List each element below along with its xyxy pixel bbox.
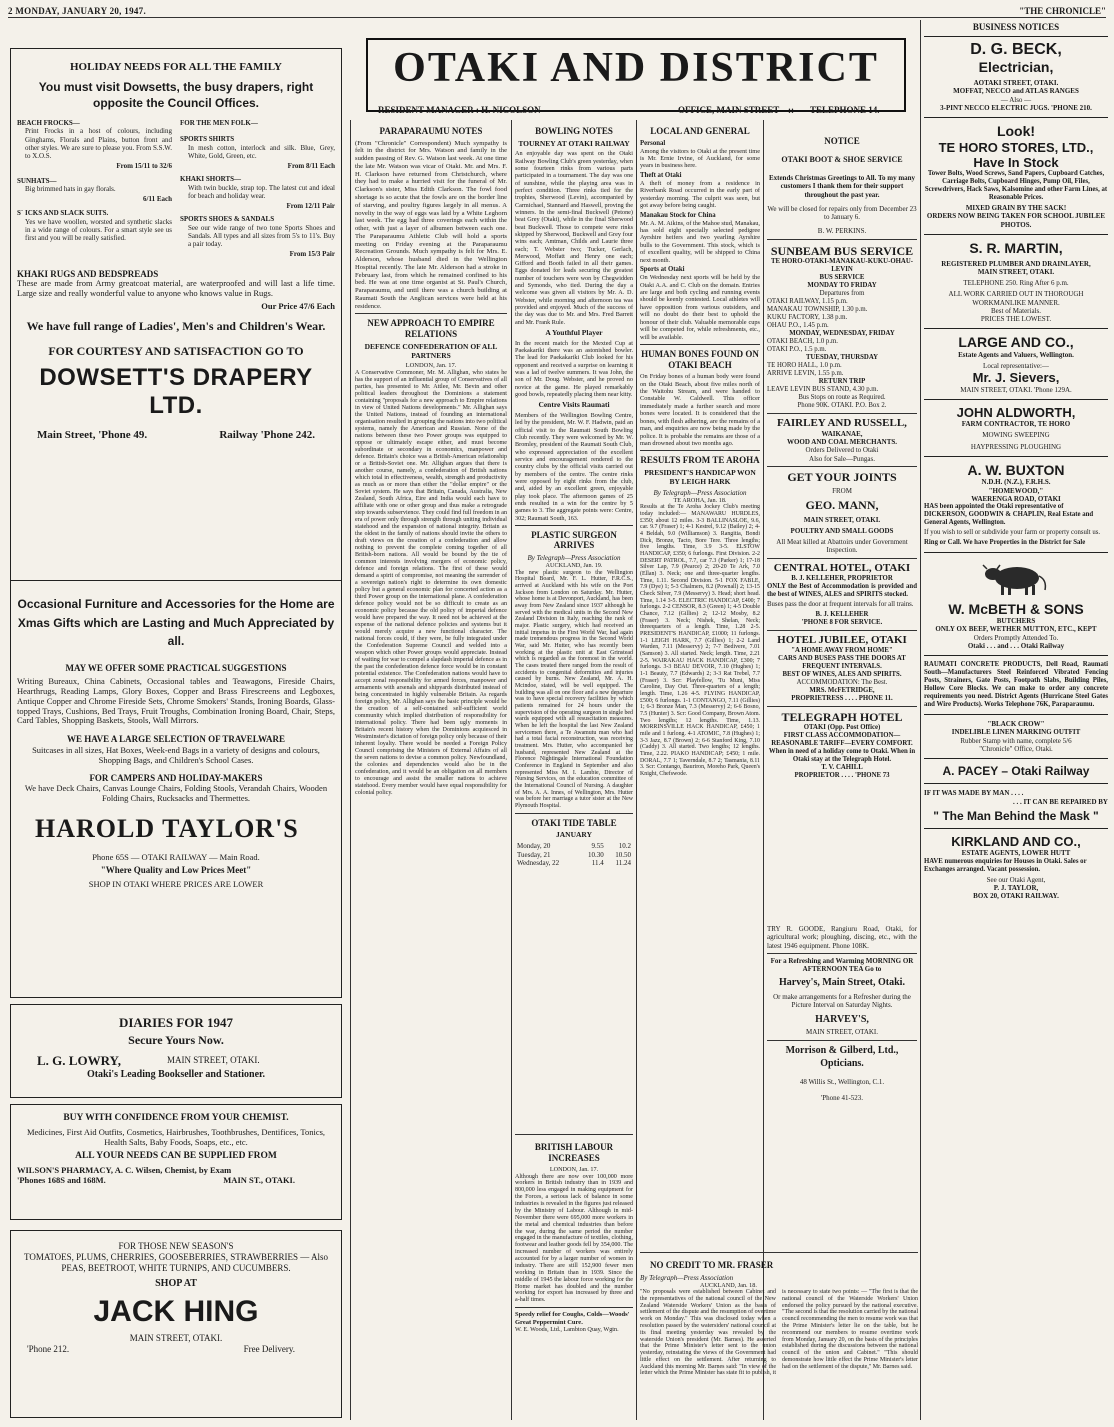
lowry-addr: MAIN STREET, OTAKI. <box>167 1055 260 1066</box>
socks-text: Yes we have woollen, worsted and synthetic slacks in a wide range of colours. For a smart style see us first and you will be really satisfied. <box>25 217 172 243</box>
mask-title: " The Man Behind the Mask " <box>933 808 1099 823</box>
sunbeam-row: OTAKI BEACH, 1.0 p.m. <box>767 337 839 345</box>
mask-ad <box>924 789 1108 823</box>
blackcrow-text: Rubber Stamp with name, complete 5/6 <box>960 736 1072 745</box>
pacey-name: A. PACEY – Otaki Railway <box>942 764 1090 779</box>
tide-cell: Monday, 20 <box>517 842 551 851</box>
fraser-article <box>640 1256 918 1421</box>
sunbeam-row: TUESDAY, THURSDAY <box>805 353 879 361</box>
harveys-title: Harvey's, Main Street, Otaki. <box>779 977 905 989</box>
hing-delivery: Free Delivery. <box>243 1343 295 1354</box>
masthead-banner <box>366 38 906 115</box>
aroha-byline: By Telegraph—Press Association <box>653 488 747 497</box>
telegraph-sub: OTAKI (Opp. Post Office) <box>803 723 881 731</box>
column-notices-lower <box>767 925 917 1250</box>
tide-table <box>515 842 633 867</box>
morrison-sub: Opticians. <box>820 1058 864 1070</box>
kirkland-agent: P. J. TAYLOR, <box>993 883 1039 892</box>
mask-line1: IF IT WAS MADE BY MAN . . . . <box>924 789 1024 798</box>
rugs-price: Our Price 47/6 Each <box>261 300 335 311</box>
jubilee-cars: CARS AND BUSES PASS THE DOORS AT FREQUENT INTERVALS. <box>778 654 906 670</box>
mann-goods: POULTRY AND SMALL GOODS <box>790 526 894 535</box>
shirts-text: In mesh cotton, interlock and silk. Blue, Grey, White, Gold, Green, etc. <box>188 143 335 160</box>
martin-name: S. R. MARTIN, <box>969 239 1063 256</box>
tide-cell: 10.30 <box>588 850 604 859</box>
tide-cell: Wednesday, 22 <box>517 858 560 867</box>
beck-also: — Also — <box>1000 95 1032 104</box>
large-trade: Estate Agents and Valuers, Wellington. <box>958 350 1074 359</box>
youth-text: In the recent match for the Mexted Cup at Paekakariki there was an astonished bowler. The lead for Paekakariki Club looked for his opponent and received a surprise on learning it was a lad of twelve summers. It was John, the son of Mr. Doug. Webster, and he proved no novice at the game. He played remarkably good bowls, repeatedly placing them near kitty. <box>515 339 633 398</box>
martin-work: ALL WORK CARRIED OUT IN THOROUGH WORKMANLIKE MANNER. <box>948 290 1084 307</box>
large-name: LARGE AND CO., <box>958 334 1074 351</box>
buxton-ring: Ring or Call. We have Properties in the District for Sale <box>924 539 1086 547</box>
sunbeam-row: KUKU FACTORY, 1.38 p.m. <box>767 313 848 321</box>
aroha-sub: PRESIDENT'S HANDICAP WON BY LEIGH HARK <box>644 468 756 486</box>
column-paraparaumu <box>355 122 507 1420</box>
large-addr: MAIN STREET, OTAKI. 'Phone 129A. <box>960 385 1072 394</box>
notice-name: B. W. PERKINS. <box>817 227 867 236</box>
dowsett-lead: You must visit Dowsetts, the busy drapers, right opposite the Council Offices. <box>38 79 314 110</box>
martin-ad <box>924 240 1108 323</box>
tide-cell: 10.2 <box>618 842 631 851</box>
dowsett-title: HOLIDAY NEEDS FOR ALL THE FAMILY <box>69 61 282 73</box>
blackcrow-ad <box>924 720 1108 753</box>
aldworth-work1: MOWING SWEEPING <box>982 431 1050 440</box>
tide-cell: 10.50 <box>615 850 631 859</box>
lowry-title: DIARIES FOR 1947 <box>118 1015 234 1030</box>
shorts-head: KHAKI SHORTS— <box>180 175 242 184</box>
aldworth-trade: FARM CONTRACTOR, TE HORO <box>961 420 1071 429</box>
sunbeam-row: TE HORO HALL, 1.0 p.m. <box>767 361 842 369</box>
notice-title: NOTICE <box>824 136 860 146</box>
resident-manager: RESIDENT MANAGER : H. NICOLSON <box>378 105 541 115</box>
tide-cell: 11.4 <box>591 858 604 867</box>
sports-head: Sports at Otaki <box>640 266 685 274</box>
central-sign: B. J. KELLEHER <box>815 610 869 618</box>
buxton-quals: N.D.H. (N.Z.), F.R.H.S. <box>981 478 1051 487</box>
mann-killed: All Meat killed at Abattoirs under Government Inspection. <box>776 538 908 555</box>
rugs-head: KHAKI RUGS AND BEDSPREADS <box>17 268 159 279</box>
hing-addr: MAIN STREET, OTAKI. <box>129 1333 223 1344</box>
tehoro-have: Have In Stock <box>973 154 1059 170</box>
tide-row <box>515 842 633 850</box>
fairley-sale: Also for Sale—Pungas. <box>809 454 875 463</box>
beck-agents: MOFFAT, NECCO and ATLAS RANGES <box>953 87 1079 96</box>
pacey-ad <box>924 764 1108 778</box>
shirts-price: From 8/11 Each <box>287 162 335 171</box>
sunbeam-row: MONDAY, WEDNESDAY, FRIDAY <box>789 329 895 337</box>
rugs-text: These are made from Army greatcoat material, are waterproofed and will last a life time. Large size and really wonderful value to anyone who knows value in Rugs. <box>17 278 335 299</box>
blackcrow-sub: INDELIBLE LINEN MARKING OUTFIT <box>951 728 1081 737</box>
sunbeam-days: MONDAY TO FRIDAY <box>807 281 877 289</box>
hing-phone: 'Phone 212. <box>27 1343 70 1354</box>
theft-head: Theft at Otaki <box>640 171 682 179</box>
labour-title: BRITISH LABOUR INCREASES <box>534 1142 614 1163</box>
sunbeam-stops: Bus Stops on route as Required. <box>798 393 886 401</box>
centre-text: Members of the Wellington Bowling Centre, led by the president, Mr. W. F. Hadwin, paid an official visit to the Raumati South Bowling Club recently. They were welcomed by Mr. W. Bromley, president of the Raumati South Club, who expressed appreciation of the excellent service and encouragement rendered to the country clubs by the official visits carried out by members of the centre. The centre rinks were opposed by eight rinks from the club, and, aided by an excellent green, enjoyable play took place. The afternoon games of 25 ends resulted in a win for the centre by 5 games to 3. The aggregate points were: Centre, 302; Raumati South, 163. <box>515 412 633 522</box>
empire-dateline: LONDON, Jan. 17. <box>405 362 457 370</box>
beach-price: From 15/11 to 32/6 <box>116 162 172 171</box>
kirkland-trade: ESTATE AGENTS, LOWER HUTT <box>961 849 1071 858</box>
wilson-needs: ALL YOUR NEEDS CAN BE SUPPLIED FROM <box>75 1151 277 1162</box>
lowry-sub: Secure Yours Now. <box>128 1033 224 1048</box>
stock-text: Mr. A. M. Aikins, of the Mahoe stud, Manakau, has sold eight specially selected pedigree Ayrshire heifers and two yearling Ayrshire bulls to the Government. This stock, which is of excellent quality, will be shipped to China next month. <box>640 219 760 264</box>
shorts-text: With twin buckle, strap top. The latest cut and ideal for beach and holiday wear. <box>188 183 335 200</box>
central-buses: Buses pass the door at frequent intervals for all trains. <box>767 600 914 608</box>
tide-cell: Tuesday, 21 <box>517 850 551 859</box>
camp-text: We have Deck Chairs, Canvas Lounge Chairs, Folding Stools, Verandah Chairs, Wooden Folding Chairs, Rucksacks and Thermettes. <box>24 783 328 804</box>
bowling-title: BOWLING NOTES <box>535 126 613 136</box>
morrison-title: Morrison & Gilberd, Ltd., <box>785 1044 899 1056</box>
centre-head: Centre Visits Raumati <box>538 400 610 410</box>
local-title: LOCAL AND GENERAL <box>650 126 750 136</box>
shoes-head: SPORTS SHOES & SANDALS <box>180 215 275 224</box>
sunbeam-row: OHAU P.O., 1.45 p.m. <box>767 321 829 329</box>
jubilee-owner: MRS. McFETRIDGE, <box>809 686 875 694</box>
lowry-name: L. G. LOWRY, <box>37 1053 121 1069</box>
central-owner: B. J. KELLEHER, PROPRIETOR <box>791 574 893 582</box>
tide-cell: 11.24 <box>615 858 631 867</box>
bones-title: HUMAN BONES FOUND ON OTAKI BEACH <box>641 348 759 370</box>
page-header <box>8 6 1106 18</box>
bowling-sub: TOURNEY AT OTAKI RAILWAY <box>518 138 630 148</box>
taylor-lead: Occasional Furniture and Accessories for the Home are Xmas Gifts which are Lasting and Much Appreciated by all. <box>17 597 335 649</box>
kirkland-text: HAVE numerous enquiries for Houses in Otaki. Sales or Exchanges arranged. Vacant possession. <box>924 857 1087 873</box>
tehoro-look: Look! <box>996 123 1036 139</box>
kirkland-name: KIRKLAND AND CO., <box>951 833 1081 849</box>
sunbeam-row: OTAKI P.O., 1.5 p.m. <box>767 345 827 353</box>
beck-addr: AOTAKI STREET, OTAKI. <box>973 79 1059 87</box>
telegraph-accom: FIRST CLASS ACCOMMODATION— REASONABLE TARIFF—EVERY COMFORT. <box>771 731 913 747</box>
jubilee-best: BEST OF WINES, ALES AND SPIRITS. <box>782 670 902 678</box>
column-rule <box>511 120 512 1420</box>
central-phone: 'PHONE 8 FOR SERVICE. <box>801 618 883 626</box>
morrison-phone: 'Phone 41-523. <box>820 1094 864 1103</box>
tehoro-grain: MIXED GRAIN BY THE SACK! <box>965 204 1067 213</box>
fraser-text: "No proposals were established between Cabinet and the representatives of the national council of the New Zealand Waterside Workers' Union as the basis of settlement of the dispute and the resumption of overtime work on Monday." This was disclosed today when a resolution passed by the watersiders' national council at its final meeting yesterday was revealed by the waterside Union's president (Mr. Barnes). He asserted that the Prime Minister's letter sent to the union yesterday, reinstating the views of the Government had little effect on the settlement. After returning to Auckland this morning Mr. Barnes said: "In view of the letter which the Prime Minister has state fit to publish, it is necessary to state two points: — "The first is that the national council of the Waterside Workers' Union endorsed the policy pursued by the national executive. "The second is that the resolution carried by the national council recommending the men to resume work was that the Prime Minister's letter lie on the table, but he recommend our members to resume overtime work from Monday, January 20, on the basis of the principles established during the discussions between the national council of the union and Cabinet." "This should demonstrate how little effect the Prime Minister's letter had on the settlement of the dispute," Mr. Barnes said. <box>640 1289 918 1377</box>
mcbeth-orders: Orders Promptly Attended To. <box>973 633 1059 642</box>
tehoro-ad <box>924 123 1108 229</box>
tide-cell: 9.55 <box>591 842 604 851</box>
dowsett-store: DOWSETT'S DRAPERY LTD. <box>39 363 313 420</box>
travel-head: WE HAVE A LARGE SELECTION OF TRAVELWARE <box>67 734 285 745</box>
sunhats-text: Big brimmed hats in gay florals. <box>25 184 116 193</box>
large-ad <box>924 334 1108 394</box>
personal-head: Personal <box>640 139 666 147</box>
fairley-trade: WOOD AND COAL MERCHANTS. <box>786 438 898 447</box>
surgeon-byline: By Telegraph—Press Association <box>527 554 621 563</box>
empire-text: A Conservative Commoner, Mr. M. Allighan, who states he has the support of an influential group of Conservatives of all parties, has presented to Mr. Attlee, Mr. Bevin and other political leaders throughout the Dominions a statement containing "proposals for a new approach to Empire relations in view of United Nations developments." Mr. Allighan says the United Nations, instead of founding an international organisation resulted in grouping the nations into two political systems, namely the American and Russian. None of the nations between these two Power groups was equipped to oppose or ultimately escape either, and must become subordinate or secondary in economics, manpower and defence. Britain's choice was a British-American relationship or a British-Soviet one. Mr. Allighan argues that there is another course, namely, a confederation of British nations which total in effectiveness, wealth, strength and productivity as much as or more than either the "dollar empire" or the Soviet system. He says that Britain, Canada, Australia, New Zealand, South Africa, Eire and India would each have to affiliate with one or other group and thus make a retrograde step towards subservience. They could find full freedom in an era of power only through strength through uniting individual statehood and the expansion of national integrity. Britain as the oldest in the family of nations should invite the others to draft views on the creation of a confederation and allow nothing to prevent the complete coming together of all British-born nations. All would be bound by the tie of common interests involving mergers of economic policy, defence and foreign relations. The first of these would demand a spirit of compromise, not meaning the surrender of a sovereign nation's right to determine its own domestic policy but a general economic plan for concerted action as a third Power group on the international plane. A confederation defence policy would not be so difficult to create as an economic policy because the old policy of imperial defence would have prepared the way. It need not be achieved at the expense of the national defence policies and systems but it would merely acquire a new functional character. The national forces could, if they were, be fully integrated under the Confederation Supreme Council and welded into a weapon which other Power groups would appreciate. Instead of waiting for war to compel a slapdash imperial defence as in the past the confederation defence force would be in constant potential existence. The Confederation nations would have to accept zonal responsibility for armed forces, manpower and armaments with arsenals and shipyards distributed instead of being concentrated in highly vulnerable Britain. As regards foreign policy, Mr. Allighan says the basic principle would be the creation of a self-contained self-sufficient world community which implied distribution of responsibility for international policy. There had been ugly moments in Britain's recent history when the Dominions acquiesced in Westminster's dictation of foreign policy only because of their inherent loyalty. There would be needed a Foreign Policy Council comprising the Ministers of External Affairs of all the seven nations to devise a common policy. Newfoundland, the colonies and dependencies would also be in the confederation, and it would be an obligation on all members to encourage and assist the smaller nations to achieve statehood. Every member would have equal responsibility for colonial policy. <box>355 370 507 797</box>
tide-row <box>515 859 633 867</box>
dowsett-addr1: Main Street, 'Phone 49. <box>37 428 148 441</box>
bones-text: On Friday bones of a human body were found on the Otaki Beach, about five miles north of the Waitohu Stream, and were handed to Constable W. Caldwell. This officer immediately made a further search and more bones were located. It is considered that the bones, with flesh adhering, are the remains of a man, and enquiries are now being made by the police. It is probable the remains are those of a man drowned about two months ago. <box>640 373 760 447</box>
fairley-town: WAIKANAE, <box>821 429 863 438</box>
martin-phone: TELEPHONE 250. Ring After 6 p.m. <box>963 279 1069 287</box>
labour-article <box>515 1138 633 1418</box>
beck-ad <box>924 41 1108 112</box>
sunbeam-row: ARRIVE LEVIN, 1.55 p.m. <box>767 369 844 377</box>
blackcrow-title: "BLACK CROW" <box>987 720 1045 729</box>
men-head: FOR THE MEN FOLK— <box>180 119 258 128</box>
aldworth-ad <box>924 405 1108 451</box>
telegraph-owner: T. V. CAHILL <box>821 763 863 771</box>
mann-title: GET YOUR JOINTS <box>787 469 897 484</box>
surgeon-dateline: AUCKLAND, Jan. 19. <box>545 562 603 570</box>
notice-closed: We will be closed for repairs only from December 23 to January 6. <box>767 204 917 222</box>
wilson-phones: 'Phones 168S and 168M. <box>17 1175 106 1186</box>
mann-addr: MAIN STREET, OTAKI. <box>803 515 881 524</box>
lowry-tag: Otaki's Leading Bookseller and Stationer. <box>86 1069 266 1081</box>
paraparaumu-title: PARAPARAUMU NOTES <box>379 126 483 136</box>
travel-text: Suitcases in all sizes, Hat Boxes, Week-end Bags in a variety of designs and colours, Shopping Bags, and Children's School Cases. <box>32 744 320 765</box>
wilson-title: BUY WITH CONFIDENCE FROM YOUR CHEMIST. <box>63 1113 289 1123</box>
buxton-text: HAS been appointed the Otaki representative of DICKERSON, GOODWIN & CHAPLIN, Real Estate and General Agents, Wellington. <box>924 503 1094 527</box>
aldworth-work2: HAYPRESSING PLOUGHING <box>970 442 1062 451</box>
martin-mat: Best of Materials. <box>991 306 1041 315</box>
camp-head: FOR CAMPERS AND HOLIDAY-MAKERS <box>89 772 263 783</box>
shirts-head: SPORTS SHIRTS <box>180 135 235 144</box>
sunbeam-title: SUNBEAM BUS SERVICE <box>770 243 914 258</box>
wilson-name: WILSON'S PHARMACY, A. C. Wilsen, Chemist, by Exam <box>17 1165 232 1176</box>
dowsett-range: We have full range of Ladies', Men's and Children's Wear. <box>26 318 326 333</box>
telephone: TELEPHONE 14. <box>810 105 880 115</box>
fairley-title: FAIRLEY AND RUSSELL, <box>777 417 907 429</box>
beck-name: D. G. BECK, <box>970 40 1062 58</box>
empire-sub: DEFENCE CONFEDERATION OF ALL PARTNERS <box>364 341 498 360</box>
tide-month: JANUARY <box>556 830 592 840</box>
meta-separator: :: <box>788 105 794 115</box>
labour-dateline: LONDON, Jan. 17. <box>549 1166 599 1174</box>
personal-text: Among the visitors to Otaki at the present time is Mr. Ernie Irvine, of Auckland, for some years in business here. <box>640 147 760 170</box>
business-notices <box>924 22 1108 1422</box>
taylor-motto: "Where Quality and Low Prices Meet" <box>100 865 252 876</box>
sunbeam-route: TE HORO-OTAKI-MANAKAU-KUKU-OHAU-LEVIN <box>770 257 914 273</box>
sports-text: On Wednesday next sports will be held by the Otaki A.A. and C. Club on the domain. Entries are large and both cycling and running events should be keenly contested. Local athletes will have opposition from various outsiders, and will no doubt do their best to uphold the honour of their club. Valuable memorable cups will be competed for, while refreshments, etc., will be available. <box>640 274 760 341</box>
wilson-text: Medicines, First Aid Outfits, Cosmetics, Hairbrushes, Toothbrushes, Dentifices, Tonics, Health Salts, Baby Foods, Soaps, etc., etc. <box>26 1127 326 1148</box>
mcbeth-ad <box>924 558 1108 650</box>
beck-trade: Electrician, <box>978 59 1054 76</box>
surgeon-title: PLASTIC SURGEON ARRIVES <box>531 529 617 551</box>
aroha-dateline: TE AROHA, Jan. 18. <box>673 496 727 504</box>
empire-title: NEW APPROACH TO EMPIRE RELATIONS <box>367 318 495 340</box>
aroha-title: RESULTS FROM TE AROHA <box>640 455 760 466</box>
sunbeam-service: BUS SERVICE <box>819 273 865 281</box>
taylor-ad <box>10 580 342 998</box>
kirkland-ad <box>924 834 1108 900</box>
sunbeam-timetable <box>767 298 917 394</box>
section-rule <box>515 1134 633 1135</box>
suggest-head: MAY WE OFFER SOME PRACTICAL SUGGESTIONS <box>65 662 287 673</box>
paper-name: "THE CHRONICLE" <box>1019 6 1106 16</box>
mcbeth-trade: BUTCHERS <box>996 617 1036 626</box>
kirkland-see: See our Otaki Agent, <box>986 875 1046 884</box>
column-rule <box>350 120 351 1420</box>
sunbeam-row: MANAKAU TOWNSHIP, 1.30 p.m. <box>767 305 868 313</box>
jubilee-tag: "A HOME AWAY FROM HOME" <box>791 646 893 654</box>
taylor-shop: SHOP IN OTAKI WHERE PRICES ARE LOWER <box>88 878 264 889</box>
fairley-orders: Orders Delivered to Otaki <box>805 446 879 455</box>
paraparaumu-text: (From "Chronicle" Correspondent) Much sympathy is felt in the district for Mrs. Watson and family in the sudden passing of Rev. G. Watson last week. At one time the late Mr. Watson was vicar of Otaki. Mr. and Mrs. F. H. Clarkson have returned from Christchurch, where they had to make a hurried visit for the funeral of Mr. Clarkson's sister, Miss Edith Clarkson. The fowl food shortage is so acute that the fowls are on the border line of starving, and poultry figures largely in all menus. A novelty in the way of eggs was laid by a White Leghorn last week. The egg had three coverings each within the other, with just a layer of albumen between each one. The Paraparaumu Athletic Club will hold a sports meeting on Friday evening at the Paraparaumu Recreation Grounds. Much sympathy is felt for Mrs. E. Alderson, whose husband died in the Wellington Hospital recently. The late Mr. Alderson had a stroke in February last, from which he remained confined to his bed. He was at one time organist at St. Paul's Church, Paraparaumu, and until there was a church building at Raumati South the Anglican services were held at his residence. <box>355 139 507 310</box>
column-rule <box>763 120 764 1420</box>
shoes-text: See our wide range of two tone Sports Shoes and Sandals. All types and all sizes from 5's to 11's. Buy a pair today. <box>188 223 335 249</box>
lowry-ad <box>10 1004 342 1098</box>
woods-text: Speedy relief for Coughs, Colds—Woods' Great Peppermint Cure. <box>515 1311 630 1326</box>
hing-items: TOMATOES, PLUMS, CHERRIES, GOOSEBERRIES, STRAWBERRIES — Also PEAS, BEETROOT, WHITE TURNIPS, AND CUCUMBERS. <box>24 1251 328 1273</box>
goode-text: TRY R. GOODE, Rangiuru Road, Otaki, for agricultural work; ploughing, discing, etc., with the latest 1946 equipment. Phone 108K. <box>767 925 917 950</box>
socks-head: S´ ICKS AND SLACK SUITS. <box>17 209 109 218</box>
beach-text: Print Frocks in a host of colours, including Ginghams, Florals and Plains, button front and other styles. We are sure to please you. From S.S.W. to X.O.S. <box>25 127 172 161</box>
harveys-text: Or make arrangements for a Refresher during the Picture Interval on Saturday Nights. <box>773 993 911 1010</box>
column-rule <box>920 20 921 1420</box>
tehoro-orders: ORDERS NOW BEING TAKEN FOR SCHOOL JUBILEE PHOTOS. <box>926 212 1106 229</box>
youth-head: A Youthful Player <box>545 327 603 337</box>
column-local <box>640 122 760 1420</box>
masthead-title: OTAKI AND DISTRICT <box>393 45 879 91</box>
buxton-addr: WAERENGA ROAD, OTAKI <box>971 494 1061 503</box>
jubilee-title: HOTEL JUBILEE, OTAKI <box>777 633 907 646</box>
sunhats-price: 6/11 Each <box>143 195 172 204</box>
dowsett-courtesy: FOR COURTESY AND SATISFACTION GO TO <box>48 343 304 358</box>
sunhats-head: SUNHATS— <box>17 176 57 185</box>
taylor-store: HAROLD TAYLOR'S <box>35 813 299 843</box>
kirkland-box: BOX 20, OTAKI RAILWAY. <box>973 892 1059 901</box>
labour-text: Although there are now over 100,000 more workers in British industry than in 1939 and 800,000 less engaged in making equipment for the Forces, a serious lack of balance in some industries is revealed in the figures just released by the Ministry of Labour. Although in mid-November there were 695,000 more workers in the metal and chemical industries than before the war, during the same period the number engaged in the manufacture of textiles, clothing, footwear and leather goods fell by 354,000. The increased number of workers was entirely accounted for by a larger number of women in industry. There are still 152,900 fewer men working in Britain than in 1939. Since the middle of 1945 the labour force working for the Home market has doubled and the number working for export has increased by three and a-half times. <box>515 1173 633 1304</box>
theft-text: A theft of money from a residence in Riverbank Road occurred in the early part of yesterday morning. The culprit was seen, but got away before being caught. <box>640 179 760 210</box>
sunbeam-row: LEAVE LEVIN BUS STAND, 4.30 p.m. <box>767 385 879 393</box>
blackcrow-office: "Chronicle" Office, Otaki. <box>979 744 1053 753</box>
taylor-phone: Phone 65S — OTAKI RAILWAY — Main Road. <box>92 852 260 863</box>
harveys-lead: For a Refreshing and Warming MORNING OR AFTERNOON TEA Go to <box>770 956 914 973</box>
tide-row <box>515 851 633 859</box>
fraser-dateline: AUCKLAND, Jan. 18. <box>700 1281 757 1289</box>
column-rule <box>636 120 637 1420</box>
beck-jugs: 3-PINT NECCO ELECTRIC JUGS. 'PHONE 210. <box>940 103 1092 112</box>
beach-head: BEACH FROCKS— <box>17 119 80 128</box>
shorts-price: From 12/11 Pair <box>286 202 335 211</box>
mann-from: FROM <box>832 487 852 496</box>
tide-title: OTAKI TIDE TABLE <box>531 817 617 828</box>
section-rule <box>640 1252 918 1253</box>
large-local: Local representative:— <box>983 362 1049 371</box>
woods-maker: W. E. Woods, Ltd., Lambton Quay, Wgtn. <box>515 1326 619 1334</box>
sunbeam-departures: Departures from <box>819 289 865 297</box>
large-rep: Mr. J. Sievers, <box>972 370 1060 386</box>
telegraph-title: TELEGRAPH HOTEL <box>781 709 903 724</box>
fraser-byline: By Telegraph—Press Association <box>640 1273 734 1282</box>
column-notices <box>767 122 917 917</box>
stock-head: Manakau Stock for China <box>640 211 716 219</box>
mask-line2: . . . IT CAN BE REPAIRED BY <box>1012 797 1108 806</box>
jubilee-accom: ACCOMMODATION: The Best. <box>796 678 888 686</box>
shoes-price: From 15/3 Pair <box>289 250 335 259</box>
hing-lead: FOR THOSE NEW SEASON'S <box>118 1241 234 1251</box>
morrison-addr: 48 Willis St., Wellington, C.1. <box>799 1078 885 1087</box>
harveys-name: HARVEY'S, <box>815 1013 869 1025</box>
tehoro-name: TE HORO STORES, LTD., <box>938 139 1094 155</box>
martin-trade: REGISTERED PLUMBER AND DRAINLAYER, <box>941 259 1091 268</box>
page-date-line: 2 MONDAY, JANUARY 20, 1947. <box>8 6 147 16</box>
surgeon-text: The new plastic surgeon to the Wellington Hospital Board, Mr. F. L. Hutter, F.R.C.S., arrived at Auckland with his wife on the Port Jackson from London on Saturday. Mr. Hutter, whose home is at Devonport, Auckland, has been away from New Zealand since 1937 although he served with the medical units in the Second New Zealand Division in Italy, reaching the rank of major. Plastic surgery, which had received an initial impetus in the First World War, had again made tremendous progress in the Second World War, said Mr. Hutter, who has recently been working at the plastic unit at East Grinstead which is regarded as the foremost in the world. The cases treated there ranged from the result of accidents to congenital deformities and injuries caused by burns. New Zealand, Mr. A. H. Mcindoe, stated, will be well equipped. The building was all on one floor and a new departure was to have special recovery facilities by which patients remained for 24 hours under the supervision of the operating surgeon in single bed wards equipped with all resuscitation measures. When he left the hospital the last New Zealand servicemen there, a Te Awamutu man who had had a total facial reconstruction, was receiving treatment. Mrs. Hutter, who accompanied her husband, represented New Zealand at the Florence Nightingale International Foundation Conference in England in September and also represented Miss M. I. Lambie, Director of Nursing Services, on the education committee of the International Council of Nursing. A daughter of Mrs. A. A. Innes, of Wellington, Mrs. Hutter was before her marriage a tutor sister at the New Plymouth Hospital. <box>515 569 633 810</box>
notice-greet: Extends Christmas Greetings to All. To my many customers I thank them for their support throughout the past year. <box>768 174 916 199</box>
aldworth-name: JOHN ALDWORTH, <box>956 404 1076 420</box>
mann-name: GEO. MANN, <box>805 498 879 513</box>
fraser-title: NO CREDIT TO MR. FRASER <box>650 1260 774 1270</box>
wilson-addr: MAIN ST., OTAKI. <box>223 1175 295 1186</box>
central-text: ONLY the Best of Accommodation is provided and the best of WINES, ALES and SPIRITS stocked. <box>767 582 917 598</box>
wilson-ad <box>10 1104 342 1220</box>
aroha-text: Results at the Te Aroha Jockey Club's meeting today included:— MANAWARU HURDLES, £350; about 12 miles. 3-3 BALLINASLOE, 9.6, car. 9.7 (Fraser) 1; 4-1 Kestrel, 9.12 (Bailey) 2; 4-4 Beldah, 9.0 (Williamson) 3. Rangitia, Bondi Dick, Bronze, Tacto, Bore Tere. Three lengths; five lengths. Time, 3.9 3-5. ELSTOW HANDICAP, £350; 6 furlongs. First Division. 2-2 DESERT PATROL, 7.7, car 7.3 (Parker) 1; 17-18 Silver Lap, 7.9 (Pearce) 2; 20-20 Te Ark, 7.0 (Ellan) 3. Neck; one and three-quarter lengths. Time, 1.11. Second Division. 5-1 FOX FABLE, 7.9 (Dye) 1; 5-3 Chalmers, 8.2 (Pownall) 2; 13-15 Check Silver, 7.9 (Messervy) 3. Head; short head. Time, 1.14 3-5. ELECTRIC HANDICAP, £400; 7 furlongs. 2-2 CENSOR, 8.3 (Green) 1; 4-5 Double Chance, 7.12 (Gillies) 2; 12-12 Mosby, 8.2 (Fraser) 3. Neck; Nishek, Shelan, Neck; threequarters of a length. Time, 1.28 2-5. PRESIDENT'S HANDICAP, £1000; 11 furlongs. 1-1 LEIGH HARK, 7.7 (Gillies) 1; 2-2 Land Warden, 7.11 (Messervy) 2; 7-7 Bedivere, 7.01 (Samson) 3. All started. Neck; length. Time, 2.21 2-5. WAIRAKAU HACK HANDICAP, £300; 7 furlongs. 3-3 BEAU DEVOIR, 7.10 (Hughes) 1; 1-1 Beauty, 7.7 (Edwards) 2; 3-3 Rat Trebel, 7.7 (Fraser) 3. Scr: Playfellow, 'Tu Muni, Miss Caroline, Day Out. Three-quarters of a length; length. Time, 1.26 4-5. FLYING HANDICAP, £500; 6 furlongs. 1-1 CONTANGO, 7.11 (Gillies) 1; 6-3 Bronze Man, 7.3 (Messervy) 2; 6-6 Bosno, 7.5 (Hunter) 3. Scr: Good Company, Brown Atom. Two lengths; 12 lengths. Time, 1.13. MORRINSVILLE HACK HANDICAP, £450; 1 mile and 1 furlong. 4-1 ATOMIC, 7.8 (Hughes) 1; 3-3 Jazz, 8.7 (Brown) 2; 6-6 Stanford King, 7.10 (Caddy) 3. All started. Two lengths; 12 lengths. Time, 2.22. PIAKO HANDICAP; £450; 1 mile. DORAL, 7.7 1; Taverndale, 8.7 2; Tasmania, 8.11 3. Scr: Contango, Bauriron, Moreho Park, Queen's Knight, Chefswode. <box>640 504 760 778</box>
tehoro-text: Tower Bolts, Wood Screws, Sand Papers, Cupboard Catches, Carriage Bolts, Cupboard Hinges, Pump Oil, Files, Screwdrivers, Hack Saws, Kalsomine and other Farm Lines, at Reasonable Prices. <box>924 170 1108 202</box>
sunbeam-row: RETURN TRIP <box>818 377 866 385</box>
bull-icon <box>981 558 1051 598</box>
harveys-addr: MAIN STREET, OTAKI. <box>805 1028 879 1037</box>
martin-prices: PRICES THE LOWEST. <box>980 315 1052 323</box>
telegraph-prop: PROPRIETOR . . . . 'PHONE 73 <box>794 771 890 779</box>
sunbeam-row: OTAKI RAILWAY, 1.15 p.m. <box>767 297 848 305</box>
central-title: CENTRAL HOTEL, OTAKI <box>773 561 911 574</box>
mcbeth-name: W. McBETH & SONS <box>948 600 1084 617</box>
bowling-text: An enjoyable day was spent on the Otaki Railway Bowling Club's green yesterday, when some fourteen rinks from various parts participated in a tournament. The day was one of sunshine, while the playing area was in perfect condition. Three rinks tied for the trophies, Sherwood (Levin), accompanied by Carmichael, Stannard and Haswell, proving the winners. In the semi-final Buckwell (Petone) beat Grey (Otaki), while in the final Sherwood beat Buckwell. Those to compete were rinks skipped by Sherwood, Buckwell and Grey four wins each; Amtman, Childs and Laurie three each; T. Webster two; Tucker, Gerlach, Merwood, Moffatt and Henry one each; Gifford and Booth failed in all their games. Eggs donated for leads securing the greatest number of touchers were won by Chegwidden and Symonds, who tied. During the day a welcome was given all visitors by Mr. A. D. Webster, while morning and afternoon tea was provided and enjoyed. Much of the success of the day was due to Mr. and Mrs. Fred Barrett and Mr. Frank Rule. <box>515 150 633 326</box>
buxton-sell: If you wish to sell or subdivide your farm or property consult us. <box>924 529 1101 537</box>
buxton-home: "HOMEWOOD," <box>988 486 1044 495</box>
buxton-name: A. W. BUXTON <box>967 461 1065 478</box>
jubilee-prop: PROPRIETRESS . . . . PHONE 11. <box>791 694 893 702</box>
notice-sub: OTAKI BOOT & SHOE SERVICE <box>781 154 903 164</box>
buxton-ad <box>924 462 1108 547</box>
suggest-text: Writing Bureaux, China Cabinets, Occasional tables and Teawagons, Fireside Chairs, Hearthrugs, Reading Lamps, Glory Boxes, Copper and Brass Firescreens and Legboxes, Antique Copper and Chrome Fireside Sets, Chrome Smokers' Stands, Ironing Boards, Glass-topped Trays, Cushions, Bed Trays, Fruit Troughs, Combination Ironing Board, Chair, Steps, Card Tables, Shopping Baskets, Stools, Wall Mirrors. <box>17 676 335 726</box>
telegraph-text: When in need of a holiday come to Otaki. When in Otaki stay at the Telegraph Hotel. <box>768 747 916 763</box>
hing-shop: SHOP AT <box>155 1278 197 1290</box>
mcbeth-locs: Otaki . . . and . . . Otaki Railway <box>967 641 1065 650</box>
hing-ad <box>10 1230 342 1418</box>
dowsett-addr2: Railway 'Phone 242. <box>219 428 315 441</box>
business-heading: BUSINESS NOTICES <box>924 22 1108 37</box>
mcbeth-text: ONLY OX BEEF, WETHER MUTTON, ETC., KEPT <box>935 625 1097 634</box>
hing-store: JACK HING <box>93 1294 259 1328</box>
raumati-text: RAUMATI CONCRETE PRODUCTS, Dell Road, Raumati South—Manufacturers Steel Reinforced Vibrated Fencing Posts, Strainers, Gate Posts, Footpath Slabs, Building Piles, Hollow Core Blocks. We can make to order any concrete requirements you need. District Agents (Hurricane Steel Gates and Wire Products). Works Telephone 76K, Paraparaumu. <box>924 661 1108 709</box>
office-address: OFFICE, MAIN STREET <box>678 105 780 115</box>
sunbeam-phone: Phone 90K. OTAKI. P.O. Box 2. <box>797 401 887 409</box>
dowsett-ad <box>10 48 342 616</box>
martin-addr: MAIN STREET, OTAKI. <box>977 267 1055 276</box>
